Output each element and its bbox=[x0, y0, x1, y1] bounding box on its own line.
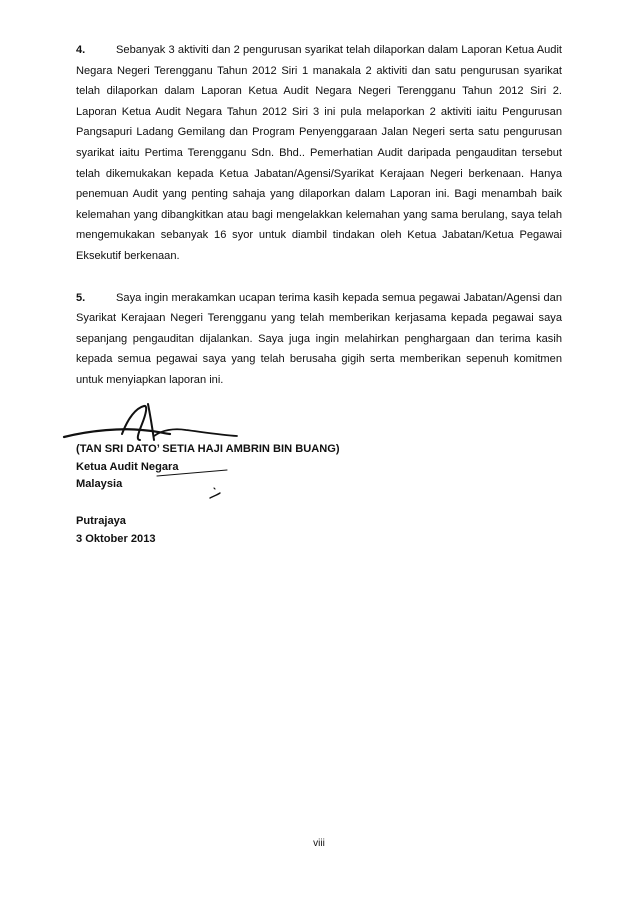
paragraph-text: Sebanyak 3 aktiviti dan 2 pengurusan syarikat telah dilaporkan dalam Laporan Ketua Audit Negara Negeri Terengganu Tahun 2012 Siri 1 manakala 2 aktiviti dan satu pengurusan syarikat telah dilaporkan dalam Laporan Ketua Audit Negara Negeri Terengganu Tahun 2012 Siri 2. Laporan Ketua Audit Negara Tahun 2012 Siri 3 ini pula melaporkan 2 aktiviti iaitu Pengurusan Pangsapuri Ladang Gemilang dan Program Penyenggaraan Jalan Negeri serta satu pengurusan syarikat iaitu Pertima Terengganu Sdn. Bhd.. Pemerhatian Audit daripada pengauditan tersebut telah dikemukakan kepada Ketua Jabatan/Agensi/Syarikat Kerajaan Negeri berkenaan. Hanya penemuan Audit yang penting sahaja yang dilaporkan dalam Laporan ini. Bagi menambah baik kelemahan yang dibangkitkan atau bagi mengelakkan kelemahan yang sama berulang, saya telah mengemukakan sebanyak 16 syor untuk diambil tindakan oleh Ketua Jabatan/Ketua Pegawai Eksekutif berkenaan. bbox=[76, 44, 562, 262]
place: Putrajaya bbox=[76, 515, 126, 527]
page-number: viii bbox=[313, 838, 325, 849]
date: 3 Oktober 2013 bbox=[76, 532, 156, 545]
paragraph-number: 5. bbox=[76, 291, 86, 304]
signatory-name: (TAN SRI DATO’ SETIA HAJI AMBRIN BIN BUANG) bbox=[76, 443, 340, 455]
paragraph-number: 4. bbox=[76, 44, 86, 56]
signatory-country: Malaysia bbox=[76, 478, 123, 490]
signatory-lines bbox=[76, 441, 340, 494]
signatory-title: Ketua Audit Negara bbox=[76, 460, 179, 473]
paragraph-4 bbox=[76, 40, 562, 267]
place-date bbox=[76, 513, 156, 548]
paragraph-5 bbox=[76, 288, 562, 391]
document-body bbox=[76, 40, 562, 391]
paragraph-text: Saya ingin merakamkan ucapan terima kasih kepada semua pegawai Jabatan/Agensi dan Syarikat Kerajaan Negeri Terengganu yang telah memberikan kerjasama kepada pegawai saya sepanjang pengauditan dijalankan. Saya juga ingin melahirkan penghargaan dan terima kasih kepada semua pegawai saya yang telah berusaha gigih serta memberikan sepenuh komitmen untuk menyiapkan laporan ini. bbox=[76, 291, 562, 386]
